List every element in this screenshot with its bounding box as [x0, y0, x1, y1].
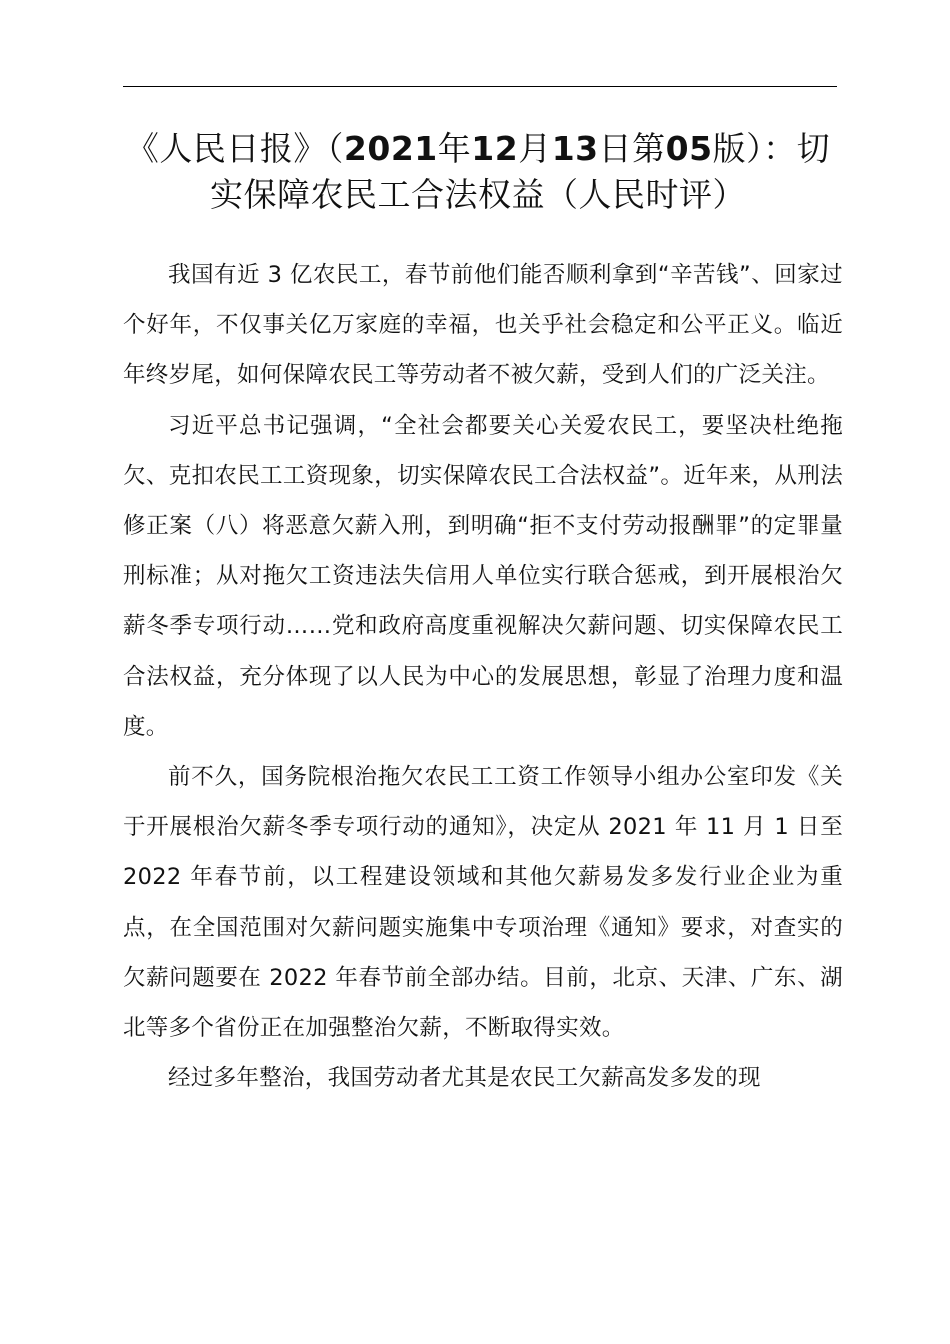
paragraph: 习近平总书记强调，“全社会都要关心关爱农民工，要坚决杜绝拖欠、克扣农民工工资现象，切实保障农民工合法权益”。近年来，从刑法修正案（八）将恶意欠薪入刑，到明确“拒不支付劳动报酬罪”的定罪量刑标准；从对拖欠工资违法失信用人单位实行联合惩戒，到开展根治欠薪冬季专项行动……党和政府高度重视解决欠薪问题、切实保障农民工合法权益，充分体现了以人民为中心的发展思想，彰显了治理力度和温度。	[123, 412, 843, 740]
header-rule	[123, 86, 837, 87]
paragraph: 我国有近 3 亿农民工，春节前他们能否顺利拿到“辛苦钱”、回家过个好年，不仅事关亿万家庭的幸福，也关乎社会稳定和公平正义。临近年终岁尾，如何保障农民工等劳动者不被欠薪，受到人们的广泛关注。	[123, 262, 843, 389]
article-title: 《人民日报》（2021年12月13日第05版）：切实保障农民工合法权益（人民时评）	[125, 129, 831, 214]
article-body	[123, 250, 843, 1103]
paragraph: 前不久，国务院根治拖欠农民工工资工作领导小组办公室印发《关于开展根治欠薪冬季专项行动的通知》，决定从 2021 年 11 月 1 日至 2022 年春节前，以工程建设领域和其他欠薪易发多发行业企业为重点，在全国范围对欠薪问题实施集中专项治理《通知》要求，对查实的欠薪问题要在 2022 年春节前全部办结。目前，北京、天津、广东、湖北等多个省份正在加强整治欠薪，不断取得实效。	[123, 764, 843, 1042]
paragraph: 经过多年整治，我国劳动者尤其是农民工欠薪高发多发的现	[168, 1065, 761, 1092]
